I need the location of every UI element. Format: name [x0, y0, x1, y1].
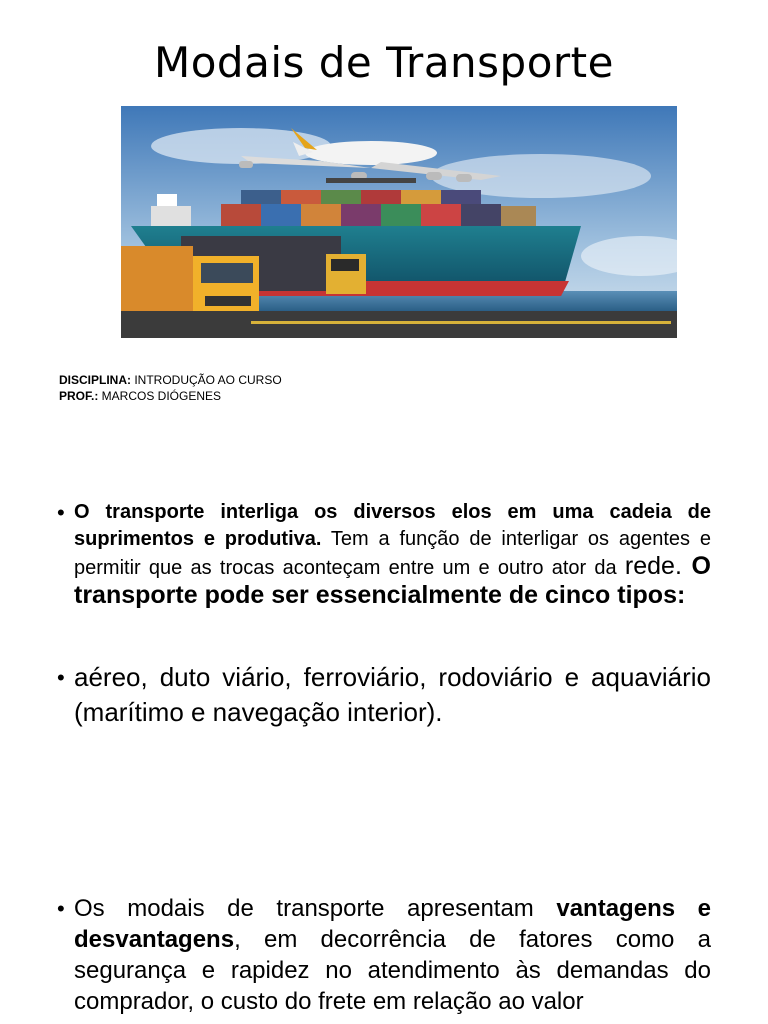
professor-label: PROF.: [59, 389, 99, 403]
bold-phrase: vantagens e desvantagens [74, 895, 711, 953]
bullet-transport-types [57, 660, 711, 730]
professor-value: MARCOS DIÓGENES [98, 389, 222, 403]
course-info [59, 372, 282, 404]
bullet-marker: • [57, 896, 65, 921]
professor-line [59, 388, 282, 404]
discipline-line [59, 372, 282, 388]
bullet-advantages [57, 893, 711, 1017]
body-text: Tem a função de interligar os agentes e permitir que as trocas aconteçam entre um e outro ator da [74, 528, 711, 579]
body-text-b: , em decorrência de fatores como a segurança e rapidez no atendimento às demandas do comprador, o custo do frete em relação ao valor [74, 926, 711, 1015]
discipline-label: DISCIPLINA: [59, 373, 131, 387]
types-text: aéreo, duto viário, ferroviário, rodoviário e aquaviário (marítimo e navegação interior). [74, 662, 711, 727]
bullet-marker: • [57, 500, 65, 525]
bold-intro: O transporte interliga os diversos elos em uma cadeia de suprimentos e produtiva. [74, 501, 711, 550]
bullet-text [74, 893, 711, 1017]
bullet-text [74, 499, 711, 611]
bullet-marker: • [57, 665, 65, 690]
rede-word: rede. [624, 552, 682, 580]
transport-photo [121, 106, 677, 338]
discipline-value: INTRODUÇÃO AO CURSO [131, 373, 282, 387]
body-text-a: Os modais de transporte apresentam [74, 895, 557, 922]
slide-title: Modais de Transporte [153, 38, 614, 87]
bullet-transport-definition [57, 499, 711, 611]
bold-conclusion: O transporte pode ser essencialmente de cinco tipos: [74, 552, 711, 609]
